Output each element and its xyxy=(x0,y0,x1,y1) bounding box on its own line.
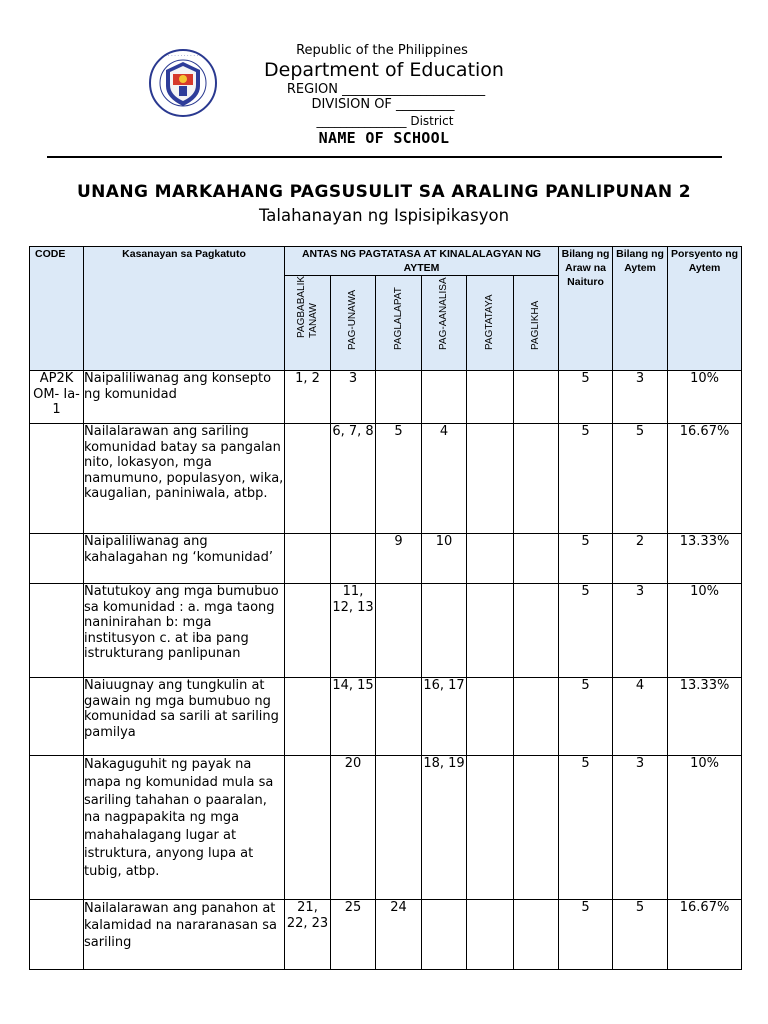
row-percent: 10% xyxy=(668,371,742,424)
row-level-cell: 9 xyxy=(376,534,422,584)
row-level-cell: 5 xyxy=(376,424,422,534)
row-code: AP2K OM- Ia- 1 xyxy=(30,371,84,424)
row-code xyxy=(30,424,84,534)
row-level-cell xyxy=(467,678,514,756)
row-code xyxy=(30,534,84,584)
row-level-cell xyxy=(514,756,559,900)
row-level-cell xyxy=(467,900,514,970)
row-percent: 16.67% xyxy=(668,900,742,970)
row-level-cell xyxy=(467,371,514,424)
row-level-cell xyxy=(285,424,331,534)
header-level-pag-unawa: PAG-UNAWA xyxy=(331,276,376,371)
row-items: 3 xyxy=(613,756,668,900)
region-line: REGION ______________________ xyxy=(286,82,486,97)
row-level-cell xyxy=(331,534,376,584)
header-level-paglalapat: PAGLALAPAT xyxy=(376,276,422,371)
header-level-pag-aanalisa: PAG-AANALISA xyxy=(422,276,467,371)
republic-text: Republic of the Philippines xyxy=(296,43,468,58)
row-level-cell: 3 xyxy=(331,371,376,424)
row-level-cell xyxy=(514,584,559,678)
table-row xyxy=(30,371,742,424)
row-level-cell xyxy=(285,678,331,756)
row-level-cell xyxy=(422,371,467,424)
row-level-cell xyxy=(514,424,559,534)
row-level-cell xyxy=(285,756,331,900)
header-row-1 xyxy=(30,247,742,276)
table-row xyxy=(30,678,742,756)
row-competency: Nakaguguhit ng payak na mapa ng komunidad mula sa sariling tahahan o paaralan, na nagpapakita ng mga mahahalagang lugar at istruktura, anyong lupa at tubig, atbp. xyxy=(84,756,285,900)
header-days: Bilang ng Araw na Naituro xyxy=(559,247,613,371)
header-percent: Porsyento ng Aytem xyxy=(668,247,742,371)
row-level-cell xyxy=(467,424,514,534)
header-competency: Kasanayan sa Pagkatuto xyxy=(84,247,285,371)
school-name: NAME OF SCHOOL xyxy=(318,129,450,147)
row-percent: 16.67% xyxy=(668,424,742,534)
table-row xyxy=(30,584,742,678)
document-subtitle: Talahanayan ng Ispisipikasyon xyxy=(258,206,510,225)
row-days: 5 xyxy=(559,678,613,756)
row-level-cell: 16, 17 xyxy=(422,678,467,756)
row-level-cell: 18, 19 xyxy=(422,756,467,900)
specification-table xyxy=(29,246,742,970)
row-level-cell: 24 xyxy=(376,900,422,970)
row-level-cell: 6, 7, 8 xyxy=(331,424,376,534)
row-items: 4 xyxy=(613,678,668,756)
row-level-cell xyxy=(467,534,514,584)
row-competency: Naipaliliwanag ang kahalagahan ng ‘komunidad’ xyxy=(84,534,285,584)
row-days: 5 xyxy=(559,900,613,970)
row-level-cell: 14, 15 xyxy=(331,678,376,756)
table-row xyxy=(30,534,742,584)
row-days: 5 xyxy=(559,534,613,584)
row-competency: Nailalarawan ang panahon at kalamidad na nararanasan sa sariling xyxy=(84,900,285,970)
row-code xyxy=(30,678,84,756)
row-level-cell xyxy=(514,678,559,756)
header-level-pagtataya: PAGTATAYA xyxy=(467,276,514,371)
row-level-cell xyxy=(514,534,559,584)
document-title: UNANG MARKAHANG PAGSUSULIT SA ARALING PANLIPUNAN 2 xyxy=(76,182,692,202)
row-level-cell xyxy=(376,584,422,678)
row-days: 5 xyxy=(559,371,613,424)
row-level-cell: 25 xyxy=(331,900,376,970)
division-line: DIVISION OF _________ xyxy=(311,97,455,112)
row-level-cell: 1, 2 xyxy=(285,371,331,424)
row-competency: Naipaliliwanag ang konsepto ng komunidad xyxy=(84,371,285,424)
row-percent: 10% xyxy=(668,584,742,678)
header-items: Bilang ng Aytem xyxy=(613,247,668,371)
row-level-cell xyxy=(376,756,422,900)
row-level-cell xyxy=(376,678,422,756)
row-percent: 10% xyxy=(668,756,742,900)
header-divider xyxy=(47,156,722,158)
row-level-cell: 20 xyxy=(331,756,376,900)
district-line: _______________ District xyxy=(316,114,454,128)
row-items: 2 xyxy=(613,534,668,584)
row-items: 3 xyxy=(613,371,668,424)
row-level-cell xyxy=(285,534,331,584)
header-levels-group: ANTAS NG PAGTATASA AT KINALALAGYAN NG AYTEM xyxy=(285,247,559,276)
table-row xyxy=(30,756,742,900)
row-level-cell xyxy=(422,900,467,970)
row-code xyxy=(30,584,84,678)
row-level-cell xyxy=(514,900,559,970)
header-level-pagbabalik-tanaw: PAGBABALIK TANAW xyxy=(285,276,331,371)
row-code xyxy=(30,756,84,900)
svg-text:· · · · · · · · · ·: · · · · · · · · · · xyxy=(167,53,199,59)
row-competency: Nailalarawan ang sariling komunidad batay sa pangalan nito, lokasyon, mga namumuno, populasyon, wika, kaugalian, paniniwala, atbp. xyxy=(84,424,285,534)
row-items: 3 xyxy=(613,584,668,678)
row-days: 5 xyxy=(559,584,613,678)
department-text: Department of Education xyxy=(264,59,504,81)
row-level-cell xyxy=(285,584,331,678)
row-level-cell: 11, 12, 13 xyxy=(331,584,376,678)
row-competency: Natutukoy ang mga bumubuo sa komunidad : a. mga taong naninirahan b: mga institusyon c. at iba pang istrukturang panlipunan xyxy=(84,584,285,678)
row-items: 5 xyxy=(613,424,668,534)
table-row xyxy=(30,900,742,970)
header-level-paglikha: PAGLIKHA xyxy=(514,276,559,371)
row-percent: 13.33% xyxy=(668,534,742,584)
row-competency: Naiuugnay ang tungkulin at gawain ng mga bumubuo ng komunidad sa sarili at sariling pamilya xyxy=(84,678,285,756)
row-days: 5 xyxy=(559,424,613,534)
table-row xyxy=(30,424,742,534)
row-level-cell xyxy=(467,756,514,900)
row-days: 5 xyxy=(559,756,613,900)
row-level-cell: 21, 22, 23 xyxy=(285,900,331,970)
row-items: 5 xyxy=(613,900,668,970)
row-level-cell: 4 xyxy=(422,424,467,534)
header-code: CODE xyxy=(30,247,84,371)
row-level-cell xyxy=(422,584,467,678)
row-level-cell xyxy=(376,371,422,424)
row-percent: 13.33% xyxy=(668,678,742,756)
row-level-cell: 10 xyxy=(422,534,467,584)
row-level-cell xyxy=(467,584,514,678)
row-level-cell xyxy=(514,371,559,424)
row-code xyxy=(30,900,84,970)
